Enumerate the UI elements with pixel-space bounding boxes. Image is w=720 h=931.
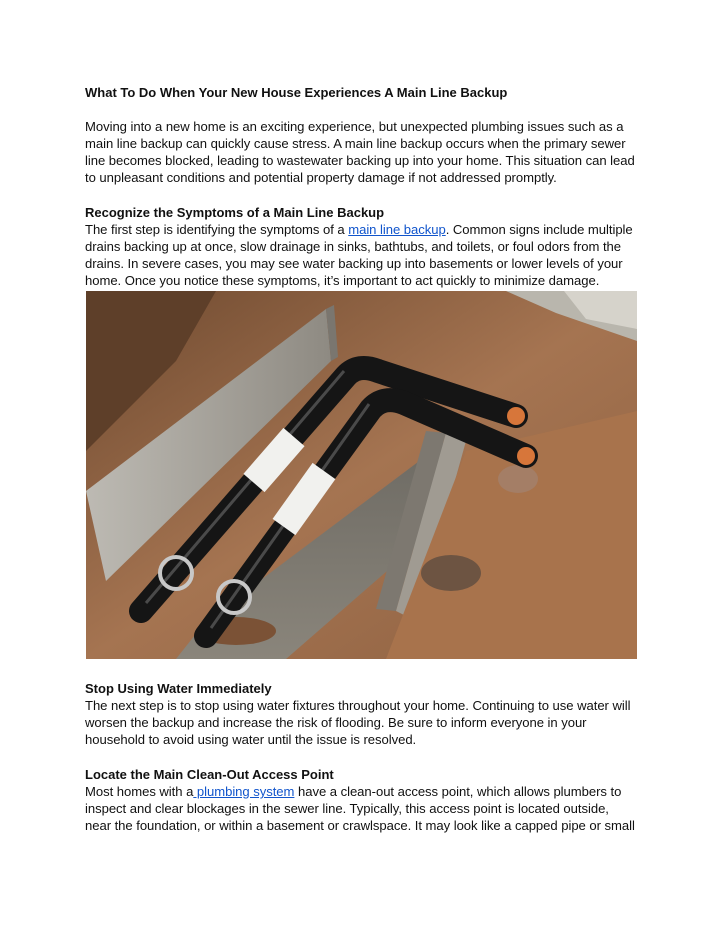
- pipe-end: [507, 407, 525, 425]
- section-heading-clean-out: Locate the Main Clean-Out Access Point: [85, 767, 334, 782]
- pipe-end: [517, 447, 535, 465]
- section-heading-stop-water: Stop Using Water Immediately: [85, 681, 272, 696]
- section-text: The first step is identifying the symptoms of a: [85, 222, 349, 237]
- section-text: . Common signs include multiple drains backing up at once, slow drainage in sinks, bathtubs, and toilets, or foul odors from the drains. In severe cases, you may see water backing up into basements or lower levels of your home. Once you notice these symptoms, it’s important to act quickly to minimize damage.: [85, 222, 633, 288]
- article-title: What To Do When Your New House Experiences A Main Line Backup: [85, 85, 508, 100]
- section-heading-symptoms: Recognize the Symptoms of a Main Line Backup: [85, 205, 385, 220]
- trench-pipes-illustration: [86, 291, 637, 659]
- section-body-stop-water: The next step is to stop using water fixtures throughout your home. Continuing to use water will worsen the backup and increase the risk of flooding. Be sure to inform everyone in your household to avoid using water until the issue is resolved.: [85, 698, 631, 747]
- section-text: Most homes with a: [85, 784, 194, 799]
- section-body-clean-out: [85, 783, 637, 834]
- main-line-backup-link[interactable]: main line backup: [348, 222, 446, 237]
- rock: [421, 555, 481, 591]
- intro-paragraph: Moving into a new home is an exciting experience, but unexpected plumbing issues such as a main line backup can quickly cause stress. A main line backup occurs when the primary sewer line becomes blocked, leading to wastewater backing up into your home. This situation can lead to unpleasant conditions and potential property damage if not addressed promptly.: [85, 119, 635, 185]
- plumbing-system-link[interactable]: plumbing system: [193, 784, 295, 799]
- rock: [498, 465, 538, 493]
- trench-pipes-photo: [86, 291, 637, 659]
- section-text: have a clean-out access point, which allows plumbers to inspect and clear blockages in the sewer line. Typically, this access point is located outside, near the foundation, or within a basement or crawlspace. It may look like a capped pipe or small: [85, 784, 635, 833]
- section-body-symptoms: [85, 221, 637, 289]
